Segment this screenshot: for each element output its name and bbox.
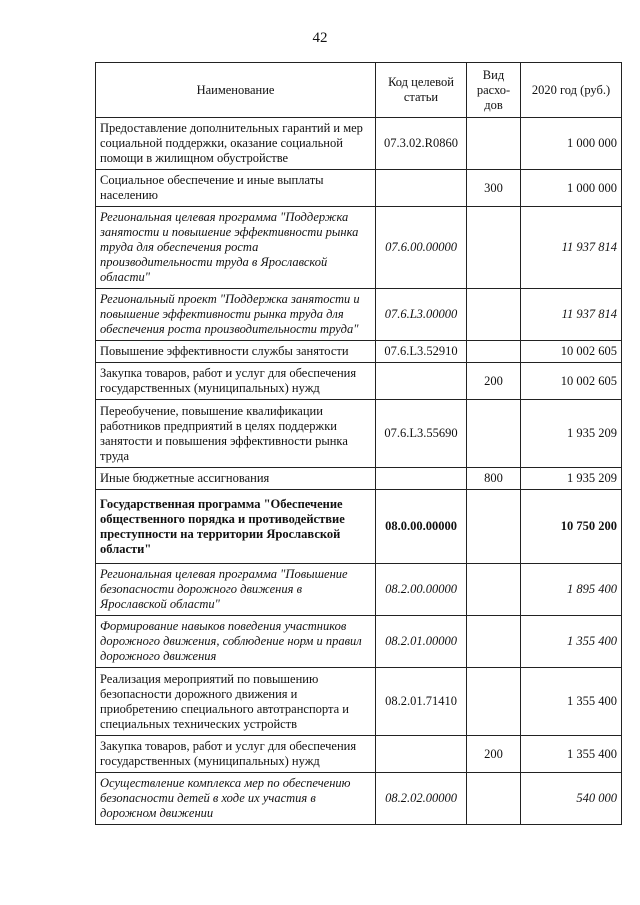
row-amount: 11 937 814 bbox=[521, 207, 622, 289]
row-amount: 1 000 000 bbox=[521, 118, 622, 170]
table-row bbox=[96, 668, 622, 736]
row-name: Государственная программа "Обеспечение общественного порядка и противодействие преступности на территории Ярославской области" bbox=[96, 490, 376, 564]
table-row bbox=[96, 616, 622, 668]
row-name: Региональная целевая программа "Поддержка занятости и повышение эффективности рынка труда для обеспечения роста производительности труда в Ярославской области" bbox=[96, 207, 376, 289]
row-kind bbox=[467, 616, 521, 668]
header-kind: Вид расхо-дов bbox=[467, 63, 521, 118]
row-name: Иные бюджетные ассигнования bbox=[96, 468, 376, 490]
row-kind bbox=[467, 400, 521, 468]
row-amount: 10 002 605 bbox=[521, 363, 622, 400]
table-row bbox=[96, 289, 622, 341]
row-name: Закупка товаров, работ и услуг для обеспечения государственных (муниципальных) нужд bbox=[96, 363, 376, 400]
row-code: 07.6.L3.52910 bbox=[376, 341, 467, 363]
row-kind bbox=[467, 341, 521, 363]
row-code: 08.2.02.00000 bbox=[376, 773, 467, 825]
row-kind: 300 bbox=[467, 170, 521, 207]
header-amount: 2020 год (руб.) bbox=[521, 63, 622, 118]
row-amount: 11 937 814 bbox=[521, 289, 622, 341]
row-kind: 800 bbox=[467, 468, 521, 490]
row-name: Региональная целевая программа "Повышение безопасности дорожного движения в Ярославской области" bbox=[96, 564, 376, 616]
row-kind bbox=[467, 668, 521, 736]
row-code bbox=[376, 363, 467, 400]
row-amount: 1 935 209 bbox=[521, 468, 622, 490]
row-kind bbox=[467, 773, 521, 825]
row-code bbox=[376, 170, 467, 207]
row-name: Предоставление дополнительных гарантий и мер социальной поддержки, оказание социальной помощи в жилищном обустройстве bbox=[96, 118, 376, 170]
table-row bbox=[96, 363, 622, 400]
row-code: 07.6.L3.00000 bbox=[376, 289, 467, 341]
table-header-row bbox=[96, 63, 622, 118]
row-code: 07.3.02.R0860 bbox=[376, 118, 467, 170]
table-row bbox=[96, 468, 622, 490]
row-amount: 10 750 200 bbox=[521, 490, 622, 564]
budget-table bbox=[95, 62, 622, 825]
row-kind bbox=[467, 289, 521, 341]
table-row bbox=[96, 773, 622, 825]
table-row bbox=[96, 736, 622, 773]
page-number: 42 bbox=[312, 30, 328, 46]
row-kind: 200 bbox=[467, 363, 521, 400]
row-name: Переобучение, повышение квалификации работников предприятий в целях поддержки занятости и повышения эффективности рынка труда bbox=[96, 400, 376, 468]
row-name: Социальное обеспечение и иные выплаты населению bbox=[96, 170, 376, 207]
row-kind bbox=[467, 490, 521, 564]
table-row bbox=[96, 490, 622, 564]
row-name: Закупка товаров, работ и услуг для обеспечения государственных (муниципальных) нужд bbox=[96, 736, 376, 773]
row-name: Региональный проект "Поддержка занятости и повышение эффективности рынка труда для обеспечения роста производительности труда" bbox=[96, 289, 376, 341]
row-amount: 1 895 400 bbox=[521, 564, 622, 616]
row-amount: 1 935 209 bbox=[521, 400, 622, 468]
table-row bbox=[96, 170, 622, 207]
row-amount: 540 000 bbox=[521, 773, 622, 825]
row-code: 08.2.01.00000 bbox=[376, 616, 467, 668]
row-amount: 1 355 400 bbox=[521, 736, 622, 773]
row-kind: 200 bbox=[467, 736, 521, 773]
row-amount: 1 000 000 bbox=[521, 170, 622, 207]
row-code bbox=[376, 736, 467, 773]
row-code: 07.6.00.00000 bbox=[376, 207, 467, 289]
row-code: 08.0.00.00000 bbox=[376, 490, 467, 564]
row-name: Повышение эффективности службы занятости bbox=[96, 341, 376, 363]
row-name: Осуществление комплекса мер по обеспечению безопасности детей в ходе их участия в дорожном движении bbox=[96, 773, 376, 825]
row-kind bbox=[467, 118, 521, 170]
table-row bbox=[96, 341, 622, 363]
row-amount: 10 002 605 bbox=[521, 341, 622, 363]
row-kind bbox=[467, 564, 521, 616]
table-row bbox=[96, 400, 622, 468]
header-code: Код целевой статьи bbox=[376, 63, 467, 118]
row-code: 08.2.00.00000 bbox=[376, 564, 467, 616]
row-name: Реализация мероприятий по повышению безопасности дорожного движения и приобретению специального автотранспорта и специальных технических устройств bbox=[96, 668, 376, 736]
table-row bbox=[96, 118, 622, 170]
row-amount: 1 355 400 bbox=[521, 616, 622, 668]
table-body bbox=[96, 118, 622, 825]
row-code: 08.2.01.71410 bbox=[376, 668, 467, 736]
row-code: 07.6.L3.55690 bbox=[376, 400, 467, 468]
header-name: Наименование bbox=[96, 63, 376, 118]
table-row bbox=[96, 564, 622, 616]
row-name: Формирование навыков поведения участников дорожного движения, соблюдение норм и правил дорожного движения bbox=[96, 616, 376, 668]
row-kind bbox=[467, 207, 521, 289]
row-amount: 1 355 400 bbox=[521, 668, 622, 736]
table-row bbox=[96, 207, 622, 289]
row-code bbox=[376, 468, 467, 490]
